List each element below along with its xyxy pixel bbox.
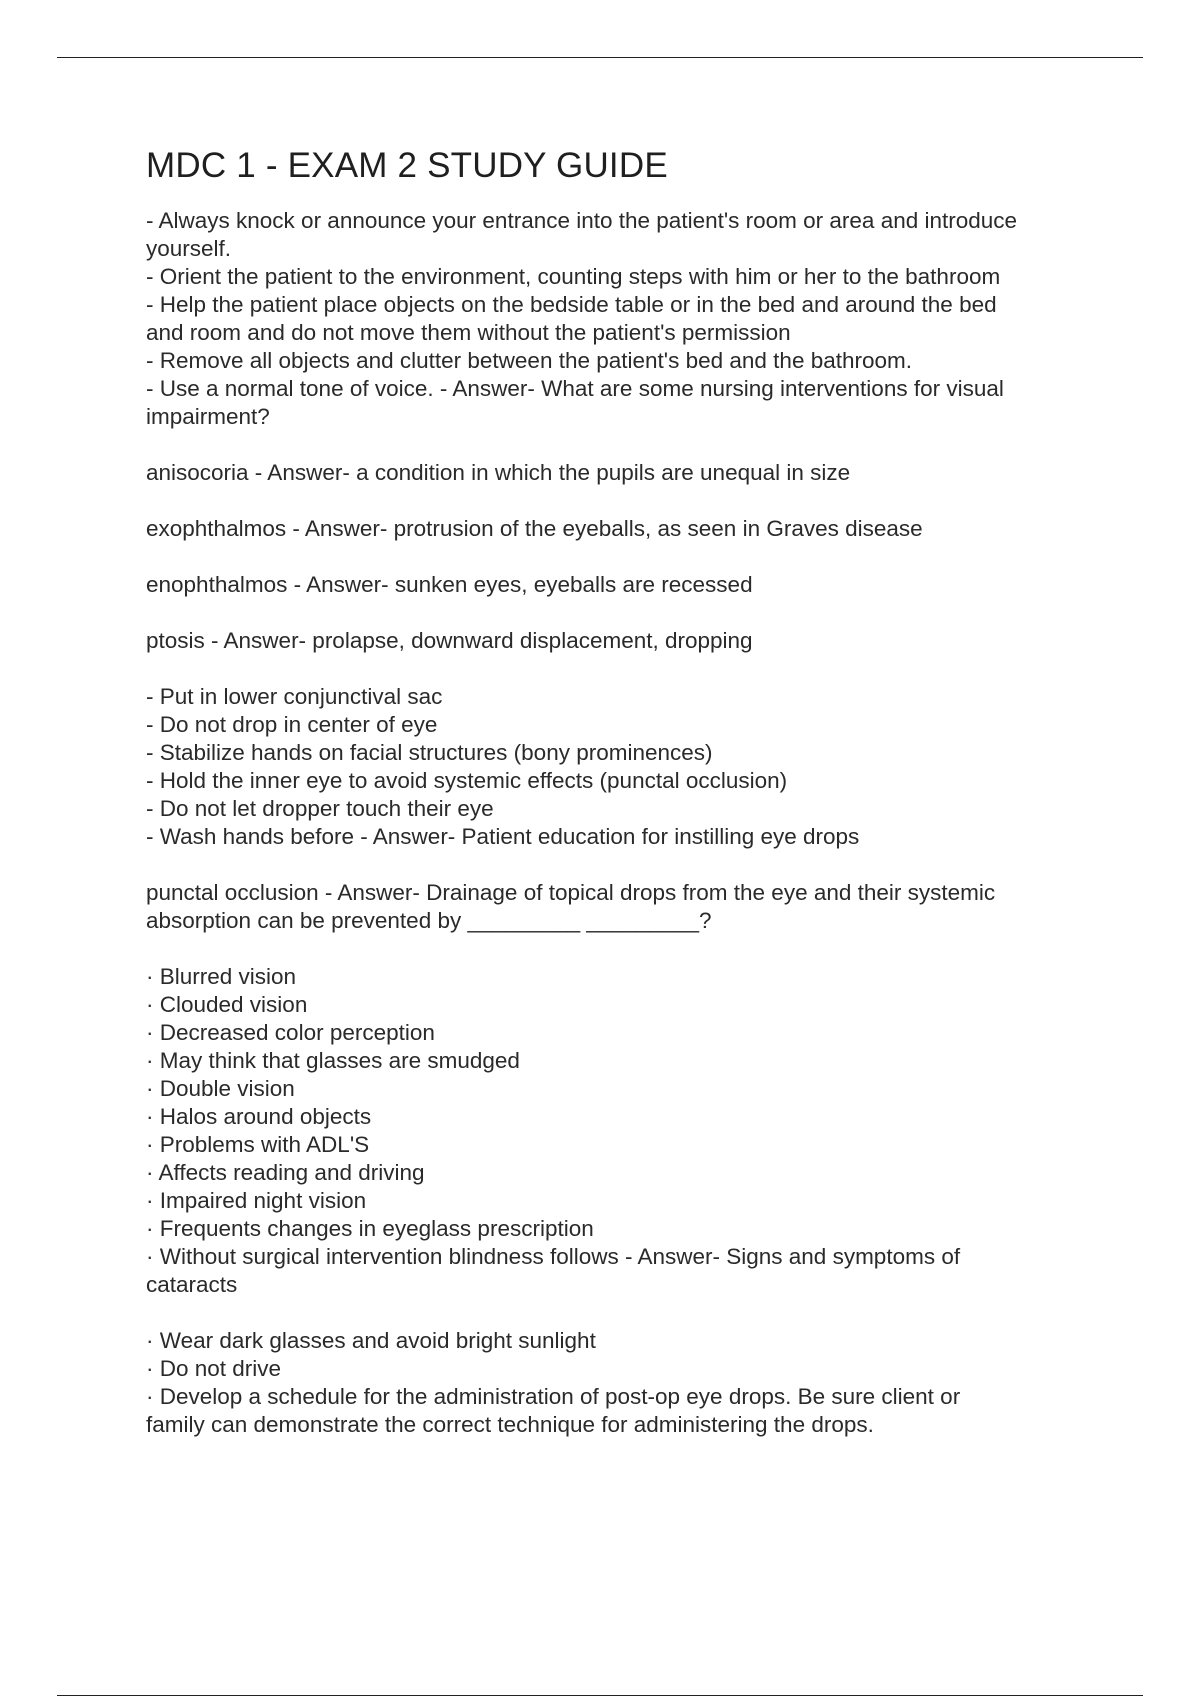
text-line: · Frequents changes in eyeglass prescription <box>146 1216 594 1241</box>
text-line: exophthalmos - Answer- protrusion of the eyeballs, as seen in Graves disease <box>146 516 923 541</box>
text-line: · Without surgical intervention blindness follows - Answer- Signs and symptoms of <box>146 1244 961 1269</box>
text-line: · Wear dark glasses and avoid bright sunlight <box>146 1328 596 1353</box>
text-line: · Develop a schedule for the administration of post-op eye drops. Be sure client or <box>146 1384 961 1409</box>
text-line: · May think that glasses are smudged <box>146 1048 520 1073</box>
text-line: - Use a normal tone of voice. - Answer- What are some nursing interventions for visual <box>146 376 1004 401</box>
qa-block-exophthalmos <box>146 515 1096 543</box>
text-line: ptosis - Answer- prolapse, downward displacement, dropping <box>146 628 753 653</box>
text-line: family can demonstrate the correct technique for administering the drops. <box>146 1412 874 1437</box>
text-line: · Do not drive <box>146 1356 282 1381</box>
text-line: and room and do not move them without the patient's permission <box>146 320 791 345</box>
text-line: · Halos around objects <box>146 1104 372 1129</box>
qa-block-post-op-care <box>146 1327 1096 1439</box>
text-line: · Decreased color perception <box>146 1020 435 1045</box>
document-body <box>146 143 1096 1467</box>
text-line: - Stabilize hands on facial structures (bony prominences) <box>146 740 713 765</box>
qa-block-cataracts <box>146 963 1096 1299</box>
text-line: absorption can be prevented by _________ _________? <box>146 908 712 933</box>
bottom-divider <box>57 1695 1143 1696</box>
text-line: · Blurred vision <box>146 964 297 989</box>
text-line: - Remove all objects and clutter between the patient's bed and the bathroom. <box>146 348 913 373</box>
top-divider <box>57 57 1143 58</box>
text-line: · Double vision <box>146 1076 295 1101</box>
text-line: · Problems with ADL'S <box>146 1132 370 1157</box>
text-line: impairment? <box>146 404 270 429</box>
text-line: - Put in lower conjunctival sac <box>146 684 443 709</box>
text-line: cataracts <box>146 1272 238 1297</box>
text-line: - Wash hands before - Answer- Patient education for instilling eye drops <box>146 824 860 849</box>
text-line: - Do not let dropper touch their eye <box>146 796 494 821</box>
page-title: MDC 1 - EXAM 2 STUDY GUIDE <box>146 146 668 185</box>
text-line: punctal occlusion - Answer- Drainage of topical drops from the eye and their systemic <box>146 880 996 905</box>
text-line: · Affects reading and driving <box>146 1160 425 1185</box>
qa-block-eye-drops <box>146 683 1096 851</box>
text-line: anisocoria - Answer- a condition in which the pupils are unequal in size <box>146 460 851 485</box>
qa-block-enophthalmos <box>146 571 1096 599</box>
text-line: - Help the patient place objects on the bedside table or in the bed and around the bed <box>146 292 997 317</box>
qa-block-anisocoria <box>146 459 1096 487</box>
qa-block-ptosis <box>146 627 1096 655</box>
text-line: · Impaired night vision <box>146 1188 367 1213</box>
text-line: - Do not drop in center of eye <box>146 712 438 737</box>
text-line: - Hold the inner eye to avoid systemic effects (punctal occlusion) <box>146 768 788 793</box>
qa-block-punctal-occlusion <box>146 879 1096 935</box>
text-line: yourself. <box>146 236 232 261</box>
text-line: - Orient the patient to the environment, counting steps with him or her to the bathroom <box>146 264 1001 289</box>
qa-block-visual-impairment <box>146 207 1096 431</box>
text-line: · Clouded vision <box>146 992 308 1017</box>
text-line: - Always knock or announce your entrance into the patient's room or area and introduce <box>146 208 1018 233</box>
text-line: enophthalmos - Answer- sunken eyes, eyeballs are recessed <box>146 572 753 597</box>
